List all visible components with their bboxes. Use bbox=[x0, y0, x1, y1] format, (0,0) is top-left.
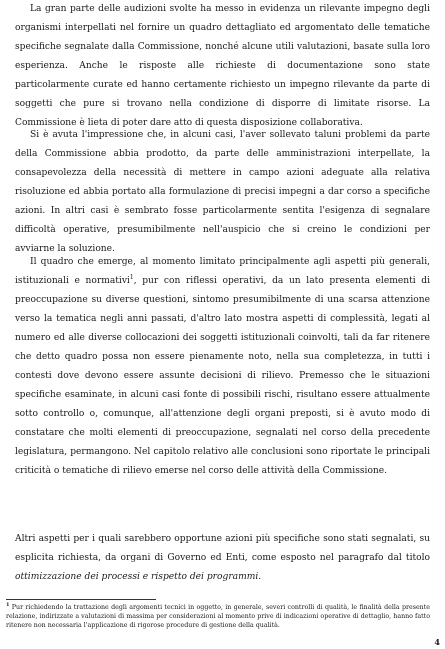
paragraph-quadro bbox=[15, 253, 430, 481]
paragraph-audizioni: La gran parte delle audizioni svolte ha messo in evidenza un rilevante impegno degli organismi interpellati nel fornire un quadro dettagliato ed argomentato delle tematiche specifiche segnalate dalla Commissione, nonché alcune utili valutazioni, basate sulla loro esperienza. Anche le risposte alle richieste di documentazione sono state particolarmente curate ed hanno certamente richiesto un impegno rilevante da parte di soggetti che pure si trovano nella condizione di disporre di limitate risorse. La Commissione è lieta di poter dare atto di questa disposizione collaborativa. bbox=[15, 4, 430, 128]
paragraph-quadro-text-end: , pur con riflessi operativi, da un lato presenta elementi di preoccupazione su diverse questioni, sintomo presumibilmente di una scarsa attenzione verso la tematica negli anni passati, d'altro lato mostra aspetti di complessità, legati al numero ed alle diverse collocazioni dei soggetti istituzionali coinvolti, tali da far ritenere che detto quadro possa non essere pienamente noto, nella sua completezza, in tutti i contesti dove devono essere assunte decisioni di rilievo. Premesso che le situazioni specifiche esaminate, in alcuni casi fonte di possibili rischi, risultano essere attualmente sotto controllo o, comunque, all'attenzione degli organi preposti, si è avuto modo di constatare che molti elementi di preoccupazione, segnalati nel corso della precedente legislatura, permangono. Nel capitolo relativo alle conclusioni sono riportate le principali criticità o tematiche di rilievo emerse nel corso delle attività della Commissione. bbox=[15, 276, 430, 476]
footnote-number: 1 bbox=[6, 601, 10, 608]
footnote-divider bbox=[6, 599, 156, 600]
footnote-1 bbox=[6, 603, 430, 631]
paragraph-impressione: Si è avuta l'impressione che, in alcuni casi, l'aver sollevato taluni problemi da parte della Commissione abbia prodotto, da parte delle amministrazioni interpellate, la consapevolezza della necessità di mettere in campo azioni adeguate alla relativa risoluzione ed abbia portato alla formulazione di precisi impegni a dar corso a specifiche azioni. In altri casi è sembrato fosse particolarmente sentita l'esigenza di segnalare difficoltà operative, presumibilmente nell'auspicio che si creino le condizioni per avviarne la soluzione. bbox=[15, 130, 430, 254]
paragraph-altri-aspetti bbox=[15, 530, 430, 587]
footnote-text: Pur richiedendo la trattazione degli argomenti tecnici in oggetto, in generale, severi controlli di qualità, le finalità della presente relazione, indirizzate a valutazioni di massima per considerazioni al momento prive di indicazioni operative di dettaglio, hanno fatto ritenere non necessaria l'applicazione di rigorose procedure di gestione della qualità. bbox=[6, 604, 430, 630]
paragraph-quadro-text-start: Il quadro che emerge, al momento limitato principalmente agli aspetti più generali, istituzionali e normativi bbox=[15, 257, 430, 286]
page-number: 4 bbox=[434, 637, 440, 647]
paragraph-altri-aspetti-end: . bbox=[258, 572, 262, 582]
footnote-reference-1[interactable]: 1 bbox=[129, 273, 134, 281]
paragraph-altri-aspetti-text: Altri aspetti per i quali sarebbero opportune azioni più specifiche sono stati segnalati, su esplicita richiesta, da organi di Governo ed Enti, come esposto nel paragrafo dal titolo bbox=[15, 534, 430, 563]
section-title-reference: ottimizzazione dei processi e rispetto dei programmi bbox=[15, 572, 259, 582]
